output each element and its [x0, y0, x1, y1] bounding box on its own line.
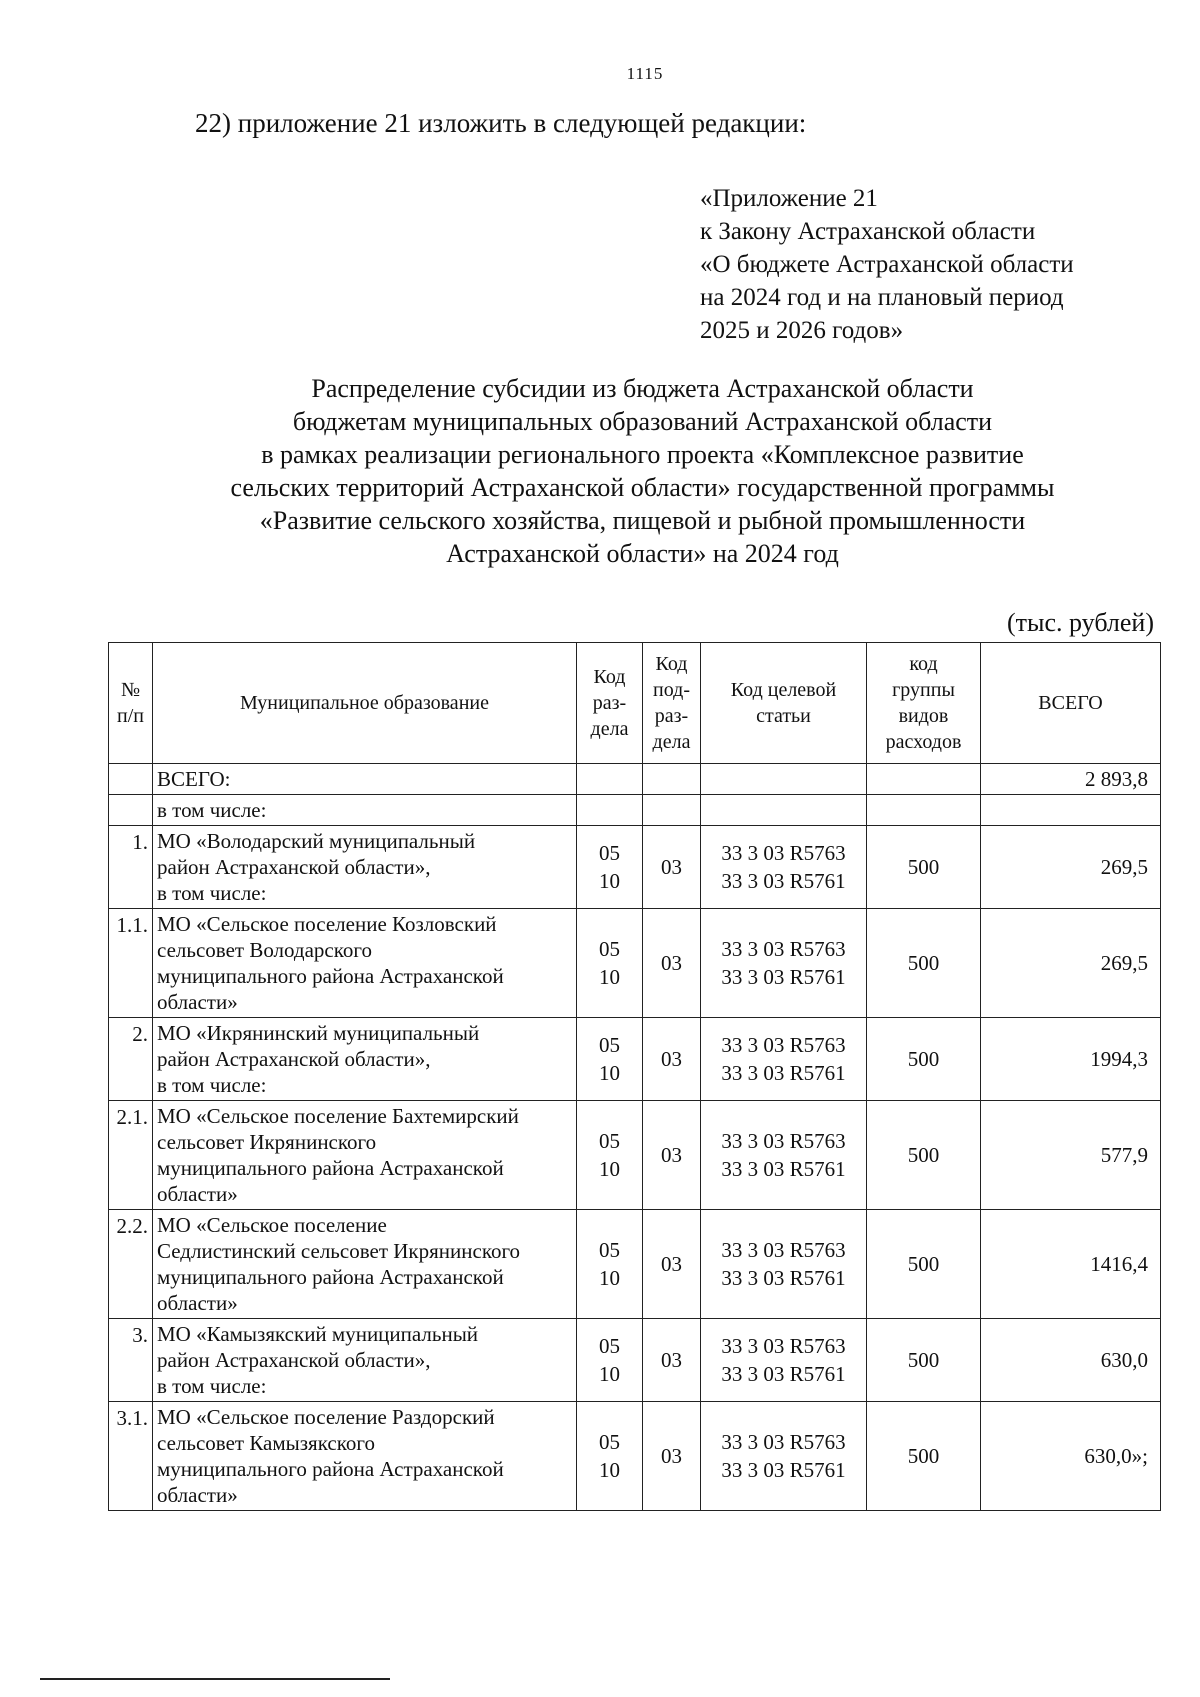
header-group: код группы видов расходов — [867, 643, 981, 764]
municipality-name: МО «Володарский муниципальный район Астраханской области», в том числе: — [153, 826, 577, 909]
page-number: 1115 — [626, 64, 664, 83]
municipality-name: МО «Сельское поселение Бахтемирский сельсовет Икрянинского муниципального района Астраханской области» — [153, 1101, 577, 1210]
title-line: Распределение субсидии из бюджета Астраханской области — [311, 374, 974, 403]
target-code: 33 3 03 R5763 33 3 03 R5761 — [701, 1210, 867, 1319]
amendment-intro: 22) приложение 21 изложить в следующей редакции: — [195, 108, 807, 138]
table-row — [109, 1018, 1161, 1101]
target-code: 33 3 03 R5763 33 3 03 R5761 — [701, 1101, 867, 1210]
table-row — [109, 1319, 1161, 1402]
table-row — [109, 1101, 1161, 1210]
title-line: «Развитие сельского хозяйства, пищевой и рыбной промышленности — [259, 506, 1026, 535]
units-label: (тыс. рублей) — [1006, 608, 1154, 637]
row-number: 3.1. — [109, 1402, 153, 1511]
subsection-code: 03 — [643, 1319, 701, 1402]
target-code: 33 3 03 R5763 33 3 03 R5761 — [701, 1018, 867, 1101]
annex-line: «О бюджете Астраханской области — [700, 251, 1074, 278]
target-code: 33 3 03 R5763 33 3 03 R5761 — [701, 1402, 867, 1511]
grand-total-label: ВСЕГО: — [153, 764, 577, 795]
row-number: 3. — [109, 1319, 153, 1402]
grand-total-value: 2 893,8 — [981, 764, 1161, 795]
title-line: в рамках реализации регионального проекта «Комплексное развитие — [261, 440, 1024, 469]
expense-group-code: 500 — [867, 1210, 981, 1319]
table-header-row — [109, 643, 1161, 764]
target-code: 33 3 03 R5763 33 3 03 R5761 — [701, 909, 867, 1018]
row-number: 1. — [109, 826, 153, 909]
section-code: 05 10 — [577, 909, 643, 1018]
row-number: 1.1. — [109, 909, 153, 1018]
subsection-code: 03 — [643, 1402, 701, 1511]
section-code: 05 10 — [577, 1018, 643, 1101]
expense-group-code: 500 — [867, 1018, 981, 1101]
table-row — [109, 1402, 1161, 1511]
table-row — [109, 909, 1161, 1018]
table-row — [109, 1210, 1161, 1319]
section-code: 05 10 — [577, 1210, 643, 1319]
expense-group-code: 500 — [867, 1101, 981, 1210]
annex-line: «Приложение 21 — [700, 185, 878, 212]
header-subsection: Код под- раз- дела — [643, 643, 701, 764]
row-total: 1994,3 — [981, 1018, 1161, 1101]
municipality-name: МО «Икрянинский муниципальный район Астраханской области», в том числе: — [153, 1018, 577, 1101]
row-total: 1416,4 — [981, 1210, 1161, 1319]
expense-group-code: 500 — [867, 909, 981, 1018]
section-code: 05 10 — [577, 1319, 643, 1402]
annex-line: к Закону Астраханской области — [700, 218, 1036, 245]
annex-line: 2025 и 2026 годов» — [700, 317, 904, 344]
including-row — [109, 795, 1161, 826]
expense-group-code: 500 — [867, 826, 981, 909]
subsection-code: 03 — [643, 1210, 701, 1319]
including-label: в том числе: — [153, 795, 577, 826]
document-title — [100, 372, 1185, 570]
section-code: 05 10 — [577, 1101, 643, 1210]
row-total: 269,5 — [981, 909, 1161, 1018]
subsection-code: 03 — [643, 1018, 701, 1101]
title-line: бюджетам муниципальных образований Астраханской области — [292, 407, 993, 436]
subsection-code: 03 — [643, 826, 701, 909]
row-total: 630,0»; — [981, 1402, 1161, 1511]
annex-header — [700, 182, 1074, 347]
municipality-name: МО «Сельское поселение Козловский сельсовет Володарского муниципального района Астраханской области» — [153, 909, 577, 1018]
row-total: 630,0 — [981, 1319, 1161, 1402]
subsidy-table — [108, 642, 1161, 1511]
row-number: 2.2. — [109, 1210, 153, 1319]
expense-group-code: 500 — [867, 1402, 981, 1511]
header-name: Муниципальное образование — [153, 643, 577, 764]
title-line: Астраханской области» на 2024 год — [446, 539, 839, 568]
row-total: 577,9 — [981, 1101, 1161, 1210]
subsection-code: 03 — [643, 909, 701, 1018]
municipality-name: МО «Сельское поселение Седлистинский сельсовет Икрянинского муниципального района Астраханской области» — [153, 1210, 577, 1319]
title-line: сельских территорий Астраханской области» государственной программы — [230, 473, 1055, 502]
header-total: ВСЕГО — [981, 643, 1161, 764]
table-row — [109, 826, 1161, 909]
section-code: 05 10 — [577, 826, 643, 909]
section-code: 05 10 — [577, 1402, 643, 1511]
row-number: 2. — [109, 1018, 153, 1101]
target-code: 33 3 03 R5763 33 3 03 R5761 — [701, 1319, 867, 1402]
expense-group-code: 500 — [867, 1319, 981, 1402]
header-num: № п/п — [109, 643, 153, 764]
subsection-code: 03 — [643, 1101, 701, 1210]
grand-total-row — [109, 764, 1161, 795]
municipality-name: МО «Камызякский муниципальный район Астраханской области», в том числе: — [153, 1319, 577, 1402]
header-section: Код раз- дела — [577, 643, 643, 764]
row-total: 269,5 — [981, 826, 1161, 909]
header-target: Код целевой статьи — [701, 643, 867, 764]
municipality-name: МО «Сельское поселение Раздорский сельсовет Камызякского муниципального района Астраханской области» — [153, 1402, 577, 1511]
annex-line: на 2024 год и на плановый период — [700, 284, 1064, 311]
footer-divider — [40, 1678, 390, 1680]
row-number: 2.1. — [109, 1101, 153, 1210]
target-code: 33 3 03 R5763 33 3 03 R5761 — [701, 826, 867, 909]
